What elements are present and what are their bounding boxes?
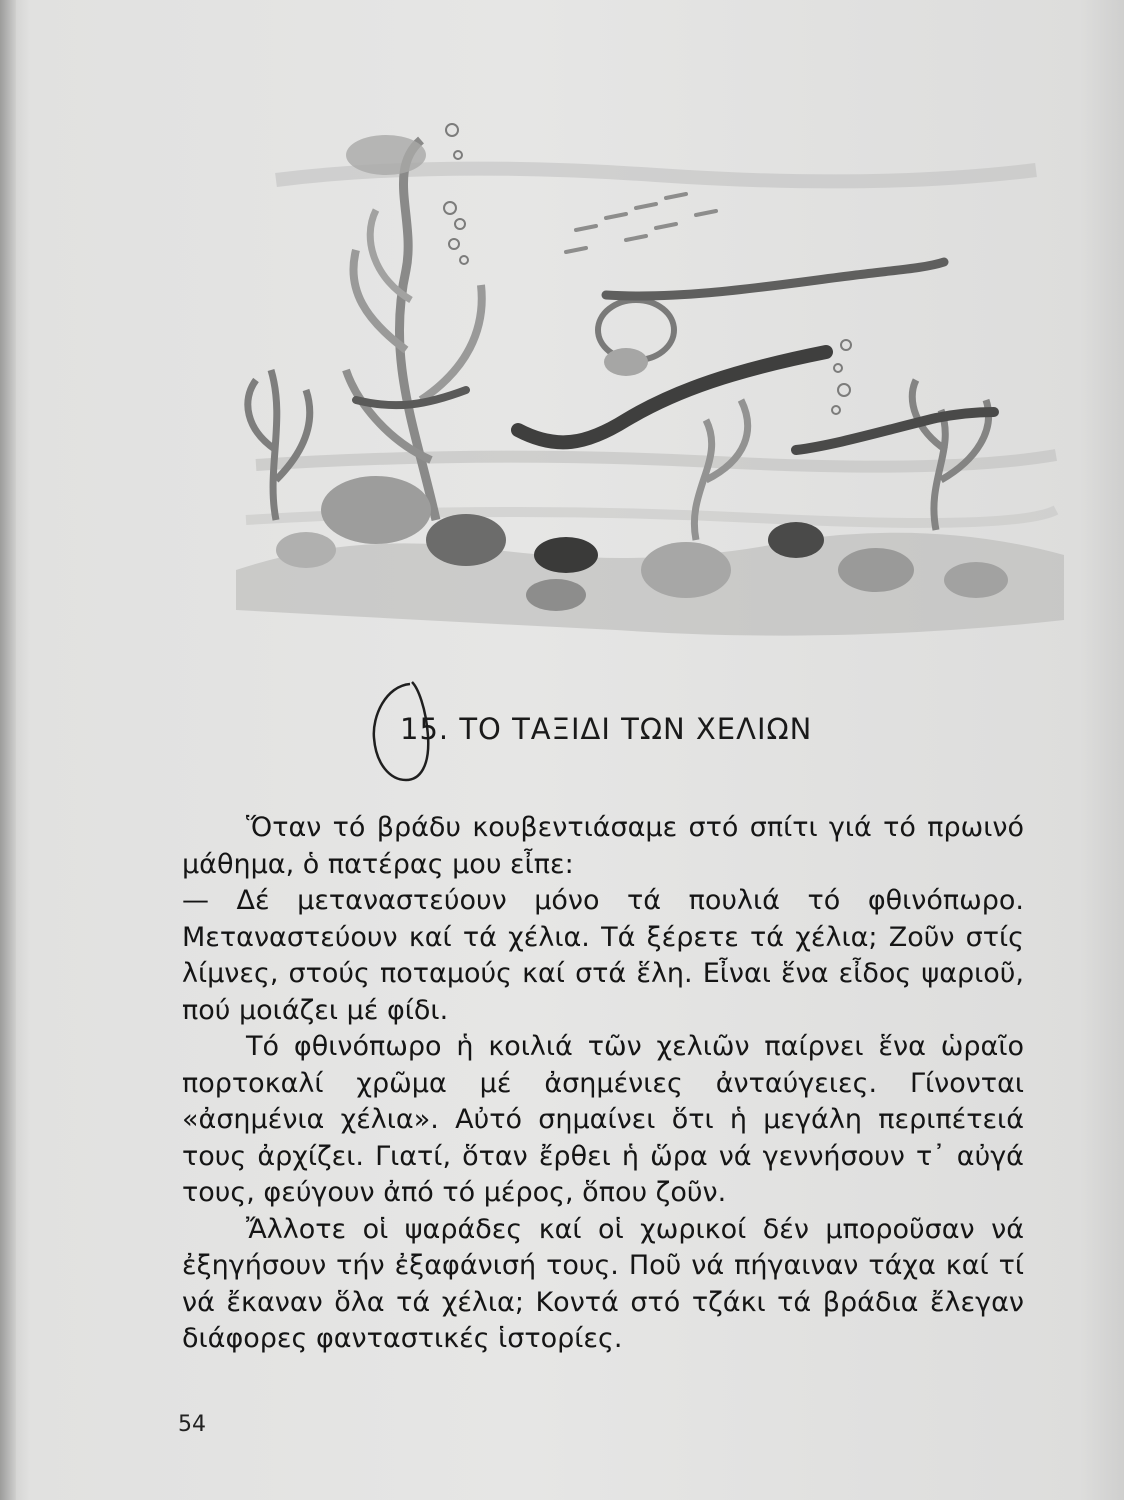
paragraph-4: Ἄλλοτε οἱ ψαράδες καί οἱ χωρικοί δέν μποροῦσαν νά ἐξηγήσουν τήν ἐξαφάνισή τους. Ποῦ νά πήγαιναν τάχα καί τί νά ἔκαναν ὅλα τά χέλια; Κοντά στό τζάκι τά βράδια ἔλεγαν διάφορες φανταστικές ἱστορίες. — [182, 1213, 1024, 1354]
chapter-title: 15. ΤΟ ΤΑΞΙΔΙ ΤΩΝ ΧΕΛΙΩΝ — [400, 712, 813, 746]
page-number: 54 — [178, 1412, 206, 1437]
paragraph-3: Τό φθινόπωρο ἡ κοιλιά τῶν χελιῶν παίρνει ἕνα ὡραῖο πορτοκαλί χρῶμα μέ ἀσημένιες ἀνταύγειες. Γίνονται «ἀσημένια χέλια». Αὐτό σημαίνει ὅτι ἡ μεγάλη περιπέτειά τους ἀρχίζει. Γιατί, ὅταν ἔρθει ἡ ὥρα νά γεννήσουν τ᾽ αὐγά τους, φεύγουν ἀπό τό μέρος, ὅπου ζοῦν. — [182, 1031, 1024, 1208]
eels-illustration — [236, 100, 1064, 645]
paragraph-2: — Δέ μεταναστεύουν μόνο τά πουλιά τό φθινόπωρο. Μεταναστεύουν καί τά χέλια. Τά ξέρετε τά χέλια; Ζοῦν στίς λίμνες, στούς ποταμούς καί στά ἕλη. Εἶναι ἕνα εἶδος ψαριοῦ, πού μοιάζει μέ φίδι. — [182, 885, 1024, 1026]
body-text — [182, 810, 1024, 1358]
paragraph-1: Ὅταν τό βράδυ κουβεντιάσαμε στό σπίτι γιά τό πρωινό μάθημα, ὁ πατέρας μου εἶπε: — [182, 812, 1024, 880]
book-binding-edge — [0, 0, 16, 1500]
